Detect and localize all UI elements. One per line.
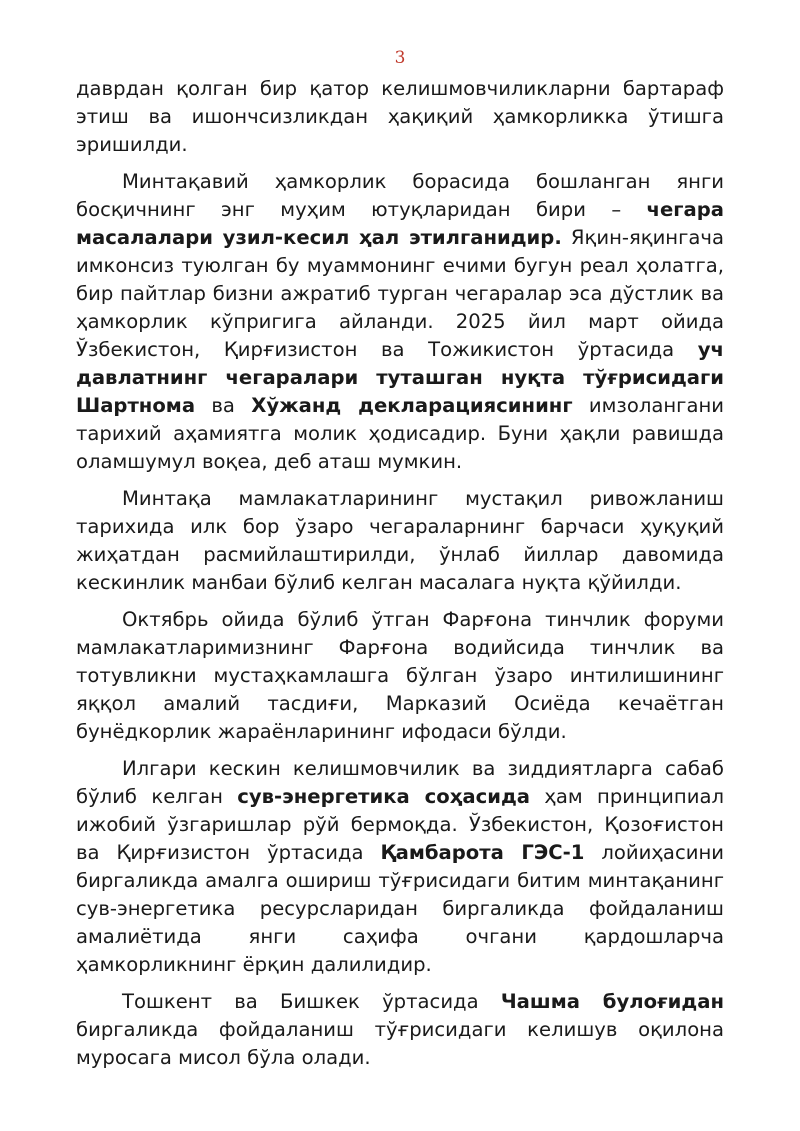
text-run: Яқин-яқингача имконсиз туюлган бу муаммонинг ечими бугун реал ҳолатга, бир пайтлар бизни ажратиб турган чегаралар эса дўстлик ва ҳамкорлик кўпригига айланди. 2025 йил март ойида Ўзбекистон, Қирғизистон ва Тожикистон ўртасида [76,226,724,361]
paragraph-5 [76,755,724,979]
paragraph-3 [76,485,724,597]
text-run: биргаликда фойдаланиш тўғрисидаги келишув оқилона муросага мисол бўла олади. [76,1018,724,1069]
bold-text-run: Чашма булоғидан [500,990,724,1013]
text-run: Минтақа мамлакатларининг мустақил ривожланиш тарихида илк бор ўзаро чегараларнинг барчаси ҳуқуқий жиҳатдан расмийлаштирилди, ўнлаб йиллар давомида кескинлик манбаи бўлиб келган масалага нуқта қўйилди. [76,487,724,594]
text-run: имзолангани тарихий аҳамиятга молик ҳодисадир. Буни ҳақли равишда оламшумул воқеа, деб аташ мумкин. [76,394,725,473]
paragraph-1 [76,75,724,159]
paragraph-4 [76,606,724,746]
page-number: 3 [394,48,406,68]
text-run: Октябрь ойида бўлиб ўтган Фарғона тинчлик форуми мамлакатларимизнинг Фарғона водийсида тинчлик ва тотувликни мустаҳкамлашга бўлган ўзаро интилишининг яққол амалий тасдиғи, Марказий Осиёда кечаётган бунёдкорлик жараёнларининг ифодаси бўлди. [76,608,724,743]
paragraph-2 [76,168,724,476]
bold-text-run: Қамбарота ГЭС-1 [380,841,585,864]
bold-text-run: Хўжанд декларациясининг [251,394,573,417]
text-run: лойиҳасини биргаликда амалга ошириш тўғрисидаги битим минтақанинг сув-энергетика ресурсларидан биргаликда фойдаланиш амалиётида янги саҳифа очгани қардошларча ҳамкорликнинг ёрқин далилидир. [76,841,724,976]
bold-text-run: сув-энергетика соҳасида [237,785,530,808]
bold-text-run: уч давлатнинг чегаралари туташган нуқта тўғрисидаги Шартнома [76,338,724,417]
text-run: Тошкент ва Бишкек ўртасида [122,990,501,1013]
text-run: ҳам принципиал ижобий ўзгаришлар рўй бермоқда. Ўзбекистон, Қозоғистон ва Қирғизистон ўртасида [76,785,724,864]
text-run: даврдан қолган бир қатор келишмовчиликларни бартараф этиш ва ишончсизликдан ҳақиқий ҳамкорликка ўтишга эришилди. [76,77,724,156]
text-run: Илгари кескин келишмовчилик ва зиддиятларга сабаб бўлиб келган [76,757,724,808]
paragraph-6 [76,988,724,1072]
text-run: Минтақавий ҳамкорлик борасида бошланган янги босқичнинг энг муҳим ютуқларидан бири – [76,170,724,221]
document-body [76,75,724,1081]
bold-text-run: чегара масалалари узил-кесил ҳал этилганидир. [76,198,724,249]
text-run: ва [195,394,252,417]
